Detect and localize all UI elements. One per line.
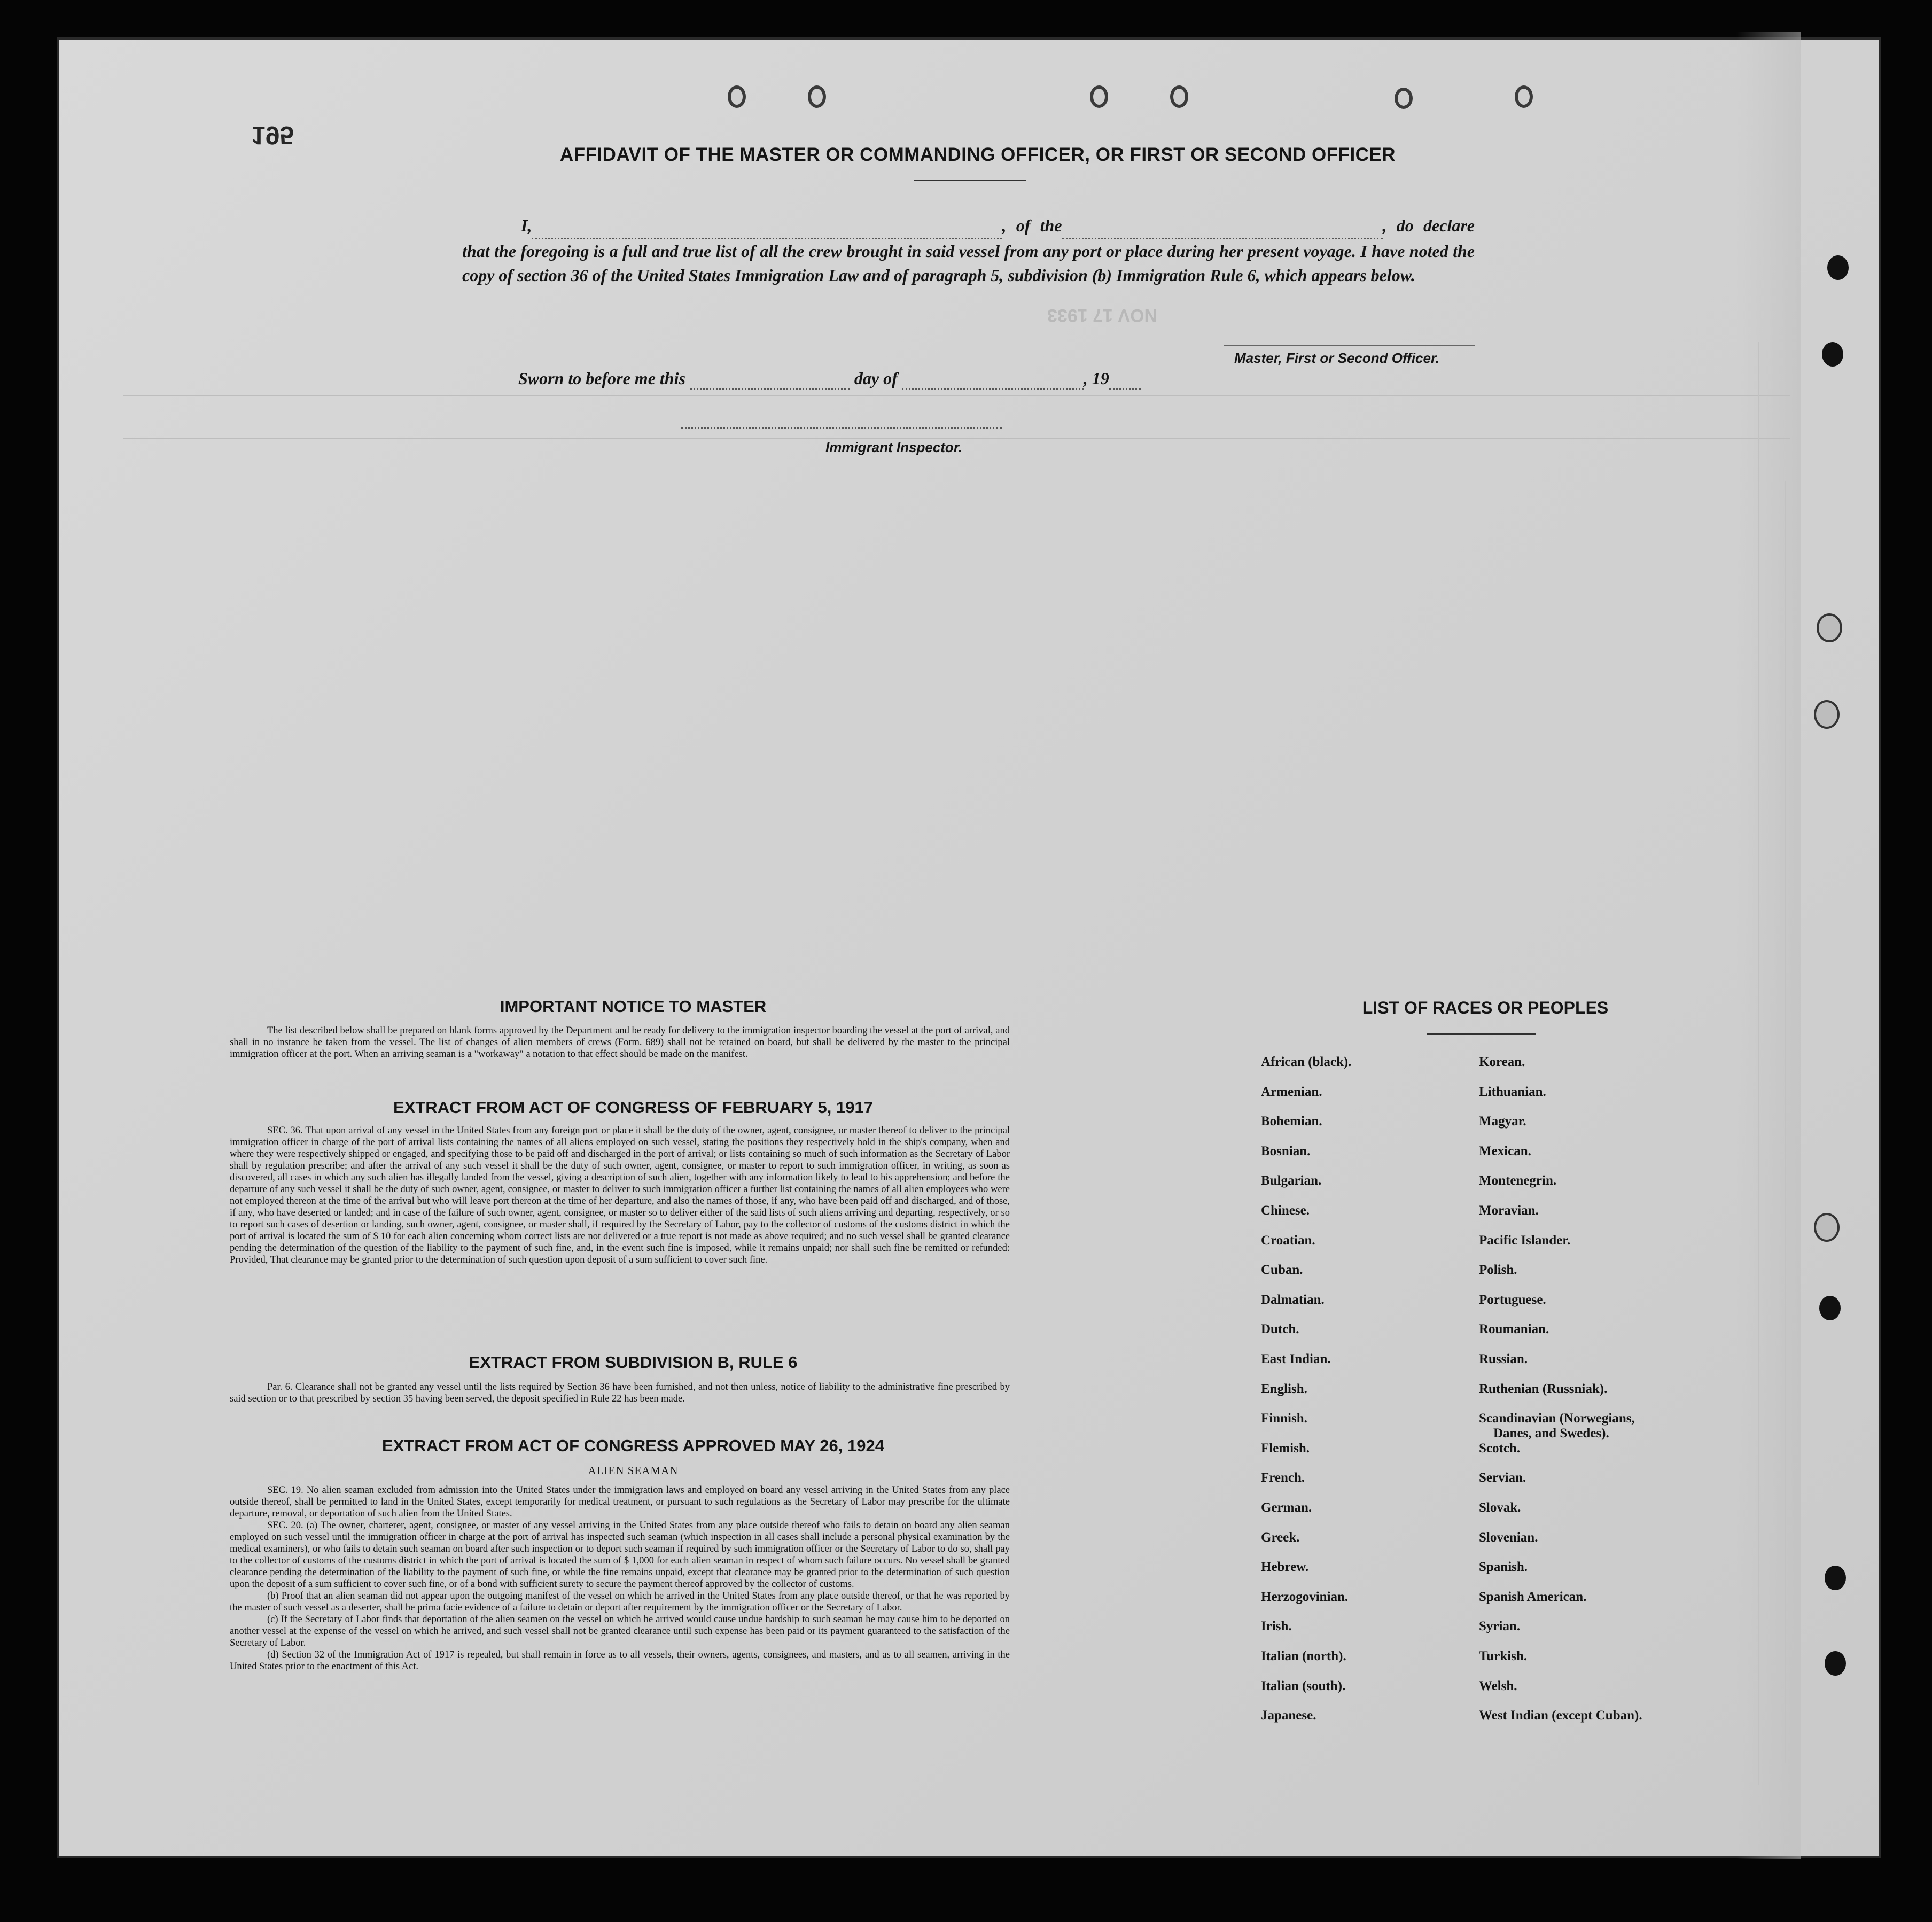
race-item: Spanish American. xyxy=(1479,1589,1587,1604)
race-item: Korean. xyxy=(1479,1055,1525,1069)
race-item: Lithuanian. xyxy=(1479,1084,1546,1099)
notice-title: IMPORTANT NOTICE TO MASTER xyxy=(500,997,767,1016)
race-item: Finnish. xyxy=(1261,1411,1307,1426)
title-rule xyxy=(914,180,1026,181)
sec-20b-paragraph: (b) Proof that an alien seaman did not appear upon the outgoing manifest of the vessel on which he arrived in the United States from any place outside thereof, or that he was reported by the master of such vessel as a deserter, shall be prima facie evidence of a failure to detain or deport after requirement by the immigration officer or the Secretary of Labor. xyxy=(230,1591,1010,1613)
inspector-label: Immigrant Inspector. xyxy=(825,439,962,455)
race-item: Irish. xyxy=(1261,1619,1292,1634)
race-item: Herzogovinian. xyxy=(1261,1589,1349,1604)
name-field[interactable] xyxy=(532,214,1002,239)
race-item: Syrian. xyxy=(1479,1619,1521,1634)
race-item: Dutch. xyxy=(1261,1322,1299,1337)
race-item: Slovenian. xyxy=(1479,1530,1538,1545)
race-item: Cuban. xyxy=(1261,1263,1303,1278)
affidavit-title: AFFIDAVIT OF THE MASTER OR COMMANDING OFFICER, OR FIRST OR SECOND OFFICER xyxy=(559,144,1396,165)
sworn-year-field[interactable] xyxy=(1109,369,1141,390)
race-item: Spanish. xyxy=(1479,1560,1528,1575)
race-item: Polish. xyxy=(1479,1263,1517,1278)
races-title-rule xyxy=(1427,1033,1536,1035)
race-item: Russian. xyxy=(1479,1352,1528,1366)
page-edge-shadow xyxy=(1736,32,1801,1859)
race-item: Greek. xyxy=(1261,1530,1300,1545)
binder-hole xyxy=(1825,1651,1846,1676)
sworn-month-field[interactable] xyxy=(902,369,1084,390)
race-item: Italian (south). xyxy=(1261,1678,1346,1693)
bleed-through-line xyxy=(1785,481,1786,1763)
race-item: Croatian. xyxy=(1261,1233,1315,1248)
race-item: Danes, and Swedes). xyxy=(1493,1426,1609,1441)
race-item: West Indian (except Cuban). xyxy=(1479,1708,1642,1723)
bleed-through-line xyxy=(1758,342,1759,1785)
sworn-day-of: day of xyxy=(854,369,898,388)
inspector-signature-line[interactable] xyxy=(681,427,1002,429)
binder-hole xyxy=(1817,613,1842,642)
binder-hole xyxy=(1819,1296,1841,1320)
race-item: Roumanian. xyxy=(1479,1322,1549,1337)
page-number: 195 xyxy=(251,121,294,149)
race-item: Japanese. xyxy=(1261,1708,1316,1723)
extract-1924-text xyxy=(230,1484,1010,1672)
notice-paragraph: The list described below shall be prepared on blank forms approved by the Department and be ready for delivery to the immigration inspector boarding the vessel at the port of arrival, and shall in no instance be taken from the vessel. The list of changes of alien members of crews (Form. 689) shall not be retained on board, but shall be delivered by the master to the principal immigration officer at the port. When an arriving seaman is a "workaway" a notation to that effect should be made on the manifest. xyxy=(230,1025,1010,1060)
race-item: Chinese. xyxy=(1261,1203,1310,1218)
race-item: Montenegrin. xyxy=(1479,1173,1557,1188)
sec-20a-paragraph: SEC. 20. (a) The owner, charterer, agent, consignee, or master of any vessel arriving in the United States from any place outside thereof who fails to detain on board any alien seaman employed on such vessel until the immigration officer in charge at the port of arrival has inspected such seaman (which inspection in all cases shall include a personal physical examination by the medical examiners), or who fails to detain such seaman on board after such inspection or to deport such seaman if required by such immigration officer or the Secretary of Labor to do so, shall pay to the collector of customs of the customs district in which the port of arrival is located the sum of $ 1,000 for each alien seaman in respect of whom such failure occurs. No vessel shall be granted clearance pending the determination of the liability to the payment of such fine, or while the fine remains unpaid, except that clearance may be granted prior to the determination of such question upon the deposit of a sum sufficient to cover such fine, or of a bond with sufficient surety to secure the payment thereof approved by the collector of customs. xyxy=(230,1520,1010,1590)
sworn-line xyxy=(518,369,1141,390)
vessel-field[interactable] xyxy=(1062,214,1383,239)
race-item: Hebrew. xyxy=(1261,1560,1309,1575)
binder-hole xyxy=(1814,700,1840,729)
section-36-paragraph: SEC. 36. That upon arrival of any vessel in the United States from any foreign port or place it shall be the duty of the owner, agent, consignee, or master thereof to deliver to the principal immigration officer in charge of the port of arrival lists containing the names of all aliens employed on such vessel, stating the positions they respectively hold in the ship's company, when and where they were respectively shipped or engaged, and specifying those to be paid off and discharged in the port of arrival; or lists containing so much of such information as the Secretary of Labor shall by regulation prescribe; and after the arrival of any such vessel it shall be the duty of such owner, agent, consignee, or master to report to such immigration officer, in writing, as soon as discovered, all cases in which any such alien has illegally landed from the vessel, giving a description of such alien, together with any information likely to lead to his apprehension; and before the departure of any such vessel it shall be the duty of such owner, agent, consignee, or master to deliver to such immigration officer a further list containing the names of all alien employees who were not employed thereon at the time of the arrival but who will leave port thereon at the time of her departure, and also the names of those, if any, who have been paid off and discharged, and of those, if any, who have deserted or landed; and in case of the failure of such owner, agent, consignee, or master so to deliver either of the said lists of such aliens arriving and departing, respectively, or so to report such cases of desertion or landing, such owner, agent, consignee, or master shall, if required by the Secretary of Labor, pay to the collector of customs of the customs district in which the port of arrival is located the sum of $ 10 for each alien concerning whom correct lists are not delivered or a true report is not made as above required; and no such vessel shall be granted clearance pending the determination of the question of the liability to the payment of such fine, and, in the event such fine is imposed, while it remains unpaid; nor shall such fine be remitted or refunded: Provided, That clearance may be granted prior to the determination of such question upon deposit of a sum sufficient to cover such fine. xyxy=(230,1125,1010,1265)
race-item: Slovak. xyxy=(1479,1500,1521,1515)
extract-1917-text xyxy=(230,1125,1010,1266)
race-item: Mexican. xyxy=(1479,1143,1531,1158)
punch-hole xyxy=(808,85,826,108)
race-item: Welsh. xyxy=(1479,1678,1517,1693)
punch-hole xyxy=(1515,85,1533,108)
sworn-year: , 19 xyxy=(1083,369,1109,388)
race-item: Magyar. xyxy=(1479,1114,1526,1129)
subdivision-b-text xyxy=(230,1381,1010,1405)
race-item: Dalmatian. xyxy=(1261,1292,1325,1307)
affidavit-text: that the foregoing is a full and true list of all the crew brought in said vessel from any port or place during her present voyage. I have noted the copy of section 36 of the United States Immigration Law and of paragraph 5, subdivision (b) Immigration Rule 6, which appears below. xyxy=(462,242,1475,285)
signature-line[interactable] xyxy=(1224,345,1475,346)
sec-20c-paragraph: (c) If the Secretary of Labor finds that deportation of the alien seamen on the vessel on which he arrived would cause undue hardship to such seaman he may cause him to be deported on another vessel at the expense of the vessel on which he arrived, and such vessel shall not be granted clearance until such expense has been paid or its payment guaranteed to the satisfaction of the Secretary of Labor. xyxy=(230,1614,1010,1648)
race-item: Ruthenian (Russniak). xyxy=(1479,1381,1608,1396)
punch-hole xyxy=(1090,85,1108,108)
binder-hole xyxy=(1822,342,1843,367)
extract-1917-title: EXTRACT FROM ACT OF CONGRESS OF FEBRUARY 5, 1917 xyxy=(393,1098,873,1117)
affidavit-body xyxy=(462,214,1475,287)
par-6-paragraph: Par. 6. Clearance shall not be granted any vessel until the lists required by Section 36 have been furnished, and not then unless, notice of liability to the administrative fine prescribed by said section or to that prescribed by section 35 having been served, the deposit specified in Rule 22 has been made. xyxy=(230,1382,1010,1404)
race-item: Flemish. xyxy=(1261,1441,1310,1456)
binder-hole xyxy=(1827,255,1849,280)
sworn-date-field[interactable] xyxy=(690,369,850,390)
race-item: African (black). xyxy=(1261,1055,1352,1069)
affidavit-i: I, xyxy=(521,216,532,235)
race-item: Bohemian. xyxy=(1261,1114,1322,1129)
punch-hole xyxy=(1170,85,1188,108)
bleed-through-line xyxy=(123,395,1790,396)
race-item: Italian (north). xyxy=(1261,1649,1346,1663)
sec-20d-paragraph: (d) Section 32 of the Immigration Act of 1917 is repealed, but shall remain in force as to all vessels, their owners, agents, consignees, and masters, and as to all seamen, arriving in the United States prior to the enactment of this Act. xyxy=(230,1649,1010,1672)
race-item: Bulgarian. xyxy=(1261,1173,1322,1188)
date-stamp-ghost: NOV 17 1933 xyxy=(1047,305,1158,325)
race-item: Turkish. xyxy=(1479,1649,1528,1663)
extract-1924-title: EXTRACT FROM ACT OF CONGRESS APPROVED MAY 26, 1924 xyxy=(382,1436,884,1455)
race-item: Scandinavian (Norwegians, xyxy=(1479,1411,1635,1426)
binder-hole xyxy=(1825,1566,1846,1590)
race-item: Armenian. xyxy=(1261,1084,1322,1099)
races-title: LIST OF RACES OR PEOPLES xyxy=(1362,998,1609,1017)
punch-hole xyxy=(728,85,746,108)
alien-seaman-subtitle: ALIEN SEAMAN xyxy=(588,1464,679,1477)
sworn-prefix: Sworn to before me this xyxy=(518,369,685,388)
race-item: Moravian. xyxy=(1479,1203,1539,1218)
punch-hole xyxy=(1395,88,1413,109)
race-item: Pacific Islander. xyxy=(1479,1233,1571,1248)
race-item: German. xyxy=(1261,1500,1312,1515)
race-item: Scotch. xyxy=(1479,1441,1521,1456)
race-item: Portuguese. xyxy=(1479,1292,1546,1307)
affidavit-of-the: , of the xyxy=(1002,216,1062,235)
race-item: Bosnian. xyxy=(1261,1143,1311,1158)
signature-label: Master, First or Second Officer. xyxy=(1234,350,1439,366)
affidavit-declare: , do declare xyxy=(1382,216,1475,235)
race-item: English. xyxy=(1261,1381,1307,1396)
race-item: East Indian. xyxy=(1261,1352,1331,1366)
binder-hole xyxy=(1814,1213,1840,1242)
race-item: Servian. xyxy=(1479,1470,1526,1485)
sec-19-paragraph: SEC. 19. No alien seaman excluded from admission into the United States under the immigration laws and employed on board any vessel arriving in the United States from any place outside thereof, shall be permitted to land in the United States, except temporarily for medical treatment, or pursuant to such regulations as the Secretary of Labor may prescribe for the ultimate departure, removal, or deportation of such alien from the United States. xyxy=(230,1485,1010,1519)
subdivision-b-title: EXTRACT FROM SUBDIVISION B, RULE 6 xyxy=(469,1353,798,1372)
notice-text xyxy=(230,1025,1010,1060)
race-item: French. xyxy=(1261,1470,1305,1485)
